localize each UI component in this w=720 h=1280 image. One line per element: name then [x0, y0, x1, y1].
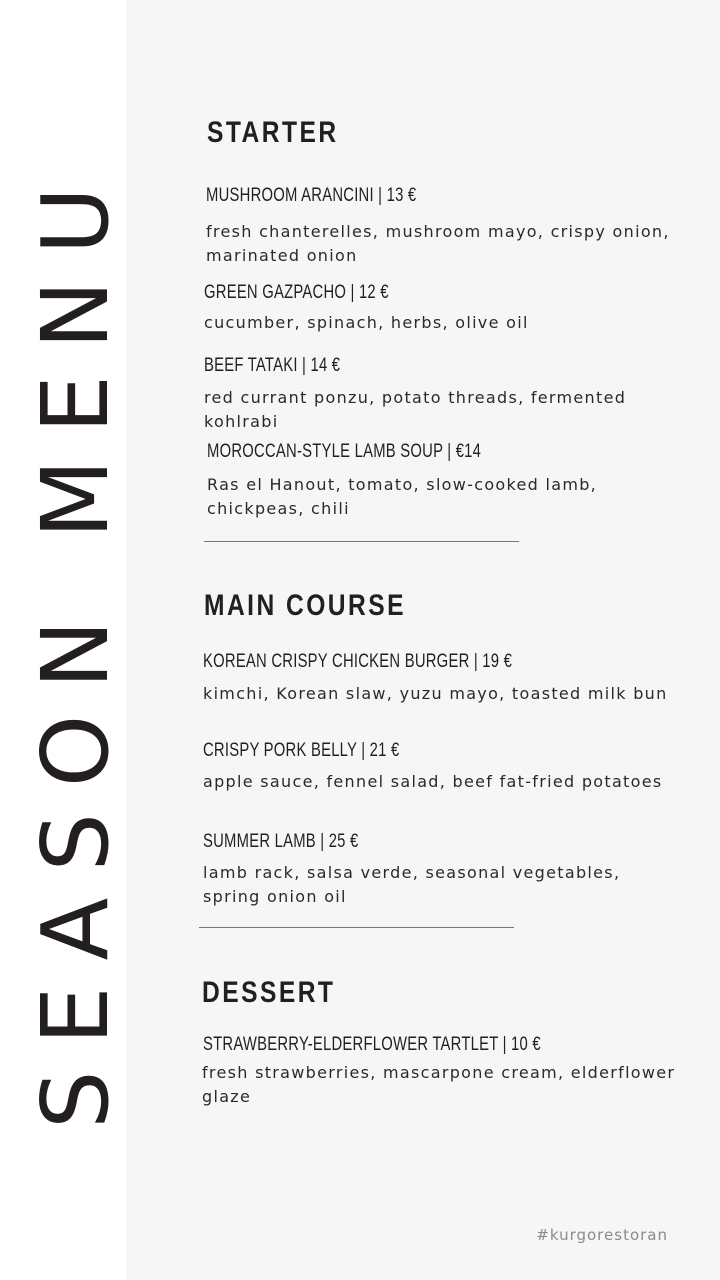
main-item-3-desc: lamb rack, salsa verde, seasonal vegetables, spring onion oil — [203, 863, 621, 906]
footer-hashtag: #kurgorestoran — [536, 1226, 668, 1244]
main-item-2-title: CRISPY PORK BELLY | 21 € — [203, 740, 400, 761]
season-menu-vertical-title: SEASON MENU — [22, 160, 129, 1130]
starter-item-2-title: GREEN GAZPACHO | 12 € — [204, 282, 389, 303]
dessert-item-1-desc: fresh strawberries, mascarpone cream, elderflower glaze — [202, 1063, 676, 1106]
starter-divider — [204, 541, 519, 542]
dessert-item-1-title: STRAWBERRY-ELDERFLOWER TARTLET | 10 € — [203, 1034, 541, 1055]
main-course-heading: MAIN COURSE — [204, 589, 407, 622]
main-item-2-desc: apple sauce, fennel salad, beef fat-fried potatoes — [203, 772, 663, 791]
starter-item-3-title: BEEF TATAKI | 14 € — [204, 355, 341, 376]
starter-heading: STARTER — [207, 116, 339, 149]
starter-item-2-desc: cucumber, spinach, herbs, olive oil — [204, 313, 529, 332]
starter-item-4-title: MOROCCAN-STYLE LAMB SOUP | €14 — [207, 441, 482, 462]
dessert-heading: DESSERT — [202, 976, 336, 1009]
main-item-3-title: SUMMER LAMB | 25 € — [203, 831, 359, 852]
main-course-divider — [199, 927, 514, 928]
starter-item-1-desc: fresh chanterelles, mushroom mayo, crispy onion, marinated onion — [206, 222, 670, 265]
starter-item-1-title: MUSHROOM ARANCINI | 13 € — [206, 185, 417, 206]
starter-item-3-desc: red currant ponzu, potato threads, fermented kohlrabi — [204, 388, 627, 431]
starter-item-4-desc: Ras el Hanout, tomato, slow-cooked lamb, chickpeas, chili — [207, 475, 598, 518]
main-item-1-title: KOREAN CRISPY CHICKEN BURGER | 19 € — [203, 651, 513, 672]
main-item-1-desc: kimchi, Korean slaw, yuzu mayo, toasted milk bun — [203, 684, 668, 703]
